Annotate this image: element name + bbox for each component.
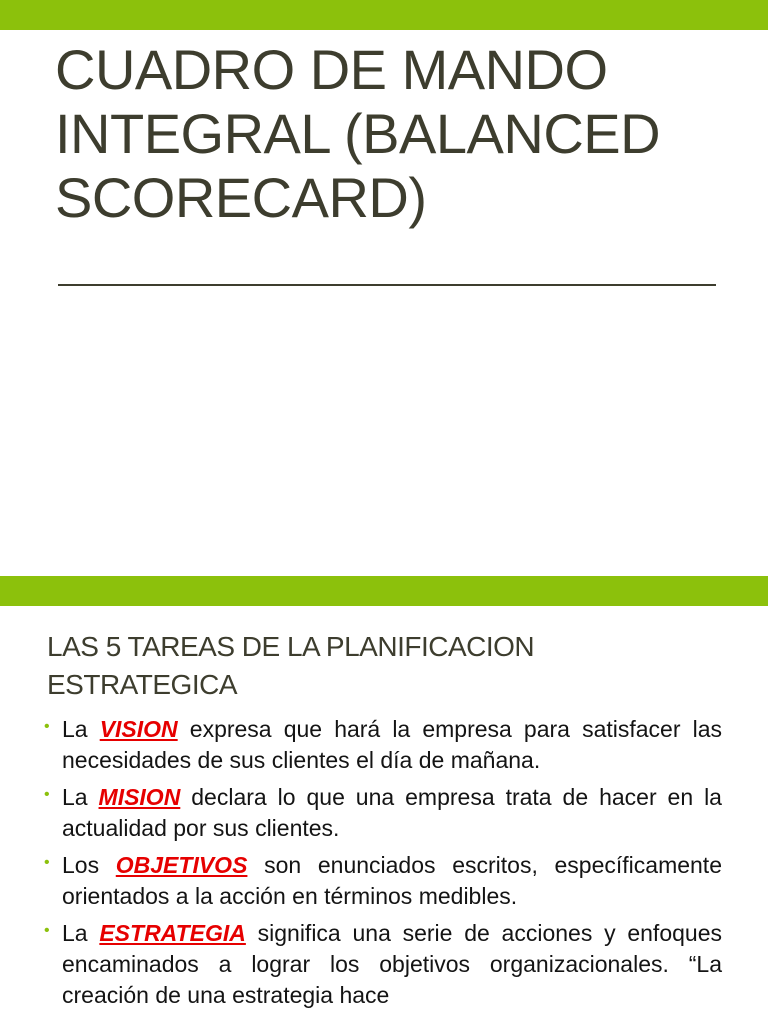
slide-heading: LAS 5 TAREAS DE LA PLANIFICACION ESTRATEGICA <box>47 631 535 700</box>
top-accent-bar <box>0 576 768 606</box>
slide-title: CUADRO DE MANDO INTEGRAL (BALANCED SCORECARD) <box>55 38 661 229</box>
bullet-item-estrategia <box>42 918 722 1011</box>
keyword-estrategia: ESTRATEGIA <box>99 920 246 946</box>
bullet-lead: La <box>62 716 100 742</box>
bullet-item-mision <box>42 782 722 844</box>
content-slide <box>0 576 768 1024</box>
keyword-objetivos: OBJETIVOS <box>115 852 248 878</box>
bullet-lead: Los <box>62 852 116 878</box>
keyword-mision: MISION <box>98 784 181 810</box>
top-accent-bar <box>0 0 768 30</box>
bullet-body: son enunciados escritos, específicamente orientados a la acción en términos medibles. <box>62 852 722 909</box>
bullet-lead: La <box>62 784 99 810</box>
bullet-lead: La <box>62 920 100 946</box>
bullet-dot-icon: • <box>44 854 50 871</box>
bullet-item-vision <box>42 714 722 776</box>
bullet-dot-icon: • <box>44 922 50 939</box>
bullet-item-objetivos <box>42 850 722 912</box>
bullet-body: declara lo que una empresa trata de hacer en la actualidad por sus clientes. <box>62 784 722 841</box>
title-divider <box>58 284 716 286</box>
bullet-list <box>42 714 722 1017</box>
bullet-body: significa una serie de acciones y enfoques encaminados a lograr los objetivos organizacionales. “La creación de una estrategia hace <box>62 920 722 1008</box>
bullet-dot-icon: • <box>44 718 50 735</box>
keyword-vision: VISION <box>99 716 178 742</box>
bullet-body: expresa que hará la empresa para satisfacer las necesidades de sus clientes el día de mañana. <box>62 716 722 773</box>
bullet-dot-icon: • <box>44 786 50 803</box>
